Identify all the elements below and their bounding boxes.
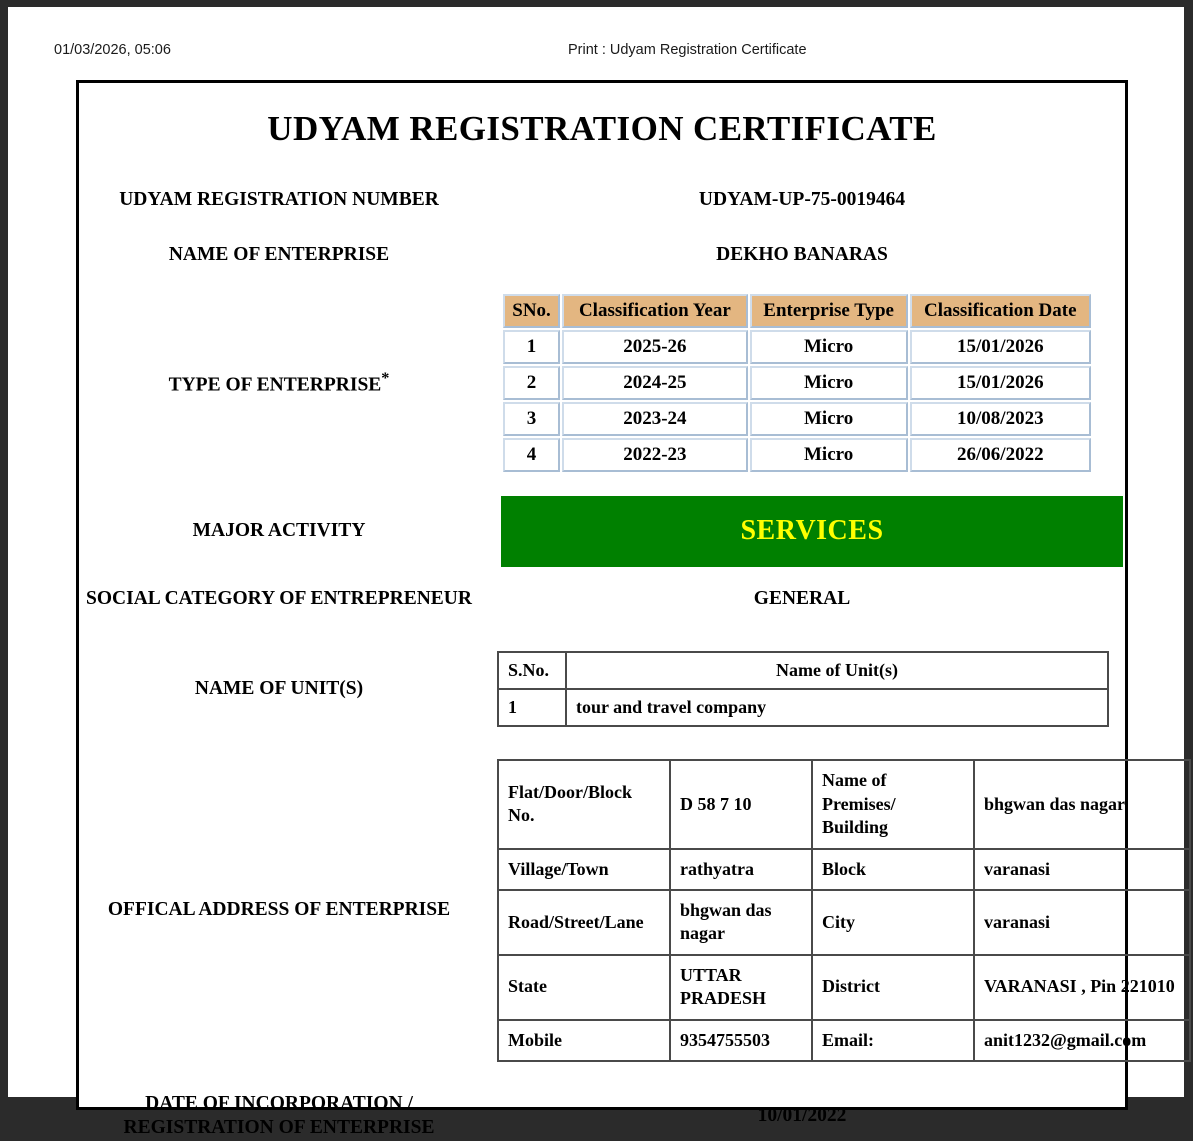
field-row-unit-names — [79, 651, 1125, 727]
address-value-road-street-lane: bhgwan das nagar — [670, 890, 812, 955]
cell-enterprise-type: Micro — [750, 438, 908, 472]
field-row-address — [79, 759, 1175, 1062]
address-value-flat-door-block: D 58 7 10 — [670, 760, 812, 848]
address-value-mobile: 9354755503 — [670, 1020, 812, 1061]
value-date-of-incorporation: 10/01/2022 — [757, 1105, 847, 1127]
value-social-category: GENERAL — [753, 588, 851, 610]
address-value-block: varanasi — [974, 849, 1190, 890]
table-row — [498, 890, 1190, 955]
label-enterprise-type — [79, 368, 479, 398]
column-header-classification-year: Classification Year — [562, 294, 748, 328]
print-timestamp: 01/03/2026, 05:06 — [54, 42, 171, 58]
column-header-unit-sno: S.No. — [498, 652, 566, 689]
label-registration-number: UDYAM REGISTRATION NUMBER — [119, 188, 439, 210]
unit-table — [497, 651, 1109, 727]
certificate-box — [76, 80, 1175, 1139]
cell-classification-year: 2025-26 — [562, 330, 748, 364]
address-key-email: Email: — [812, 1020, 974, 1061]
cell-classification-year: 2023-24 — [562, 402, 748, 436]
table-row — [503, 438, 1091, 472]
cell-sno: 3 — [503, 402, 560, 436]
cell-sno: 1 — [503, 330, 560, 364]
major-activity-banner: SERVICES — [501, 496, 1123, 567]
label-enterprise-type-text: TYPE OF ENTERPRISE — [168, 374, 382, 396]
cell-enterprise-type: Micro — [750, 330, 908, 364]
address-key-block: Block — [812, 849, 974, 890]
cell-classification-year: 2022-23 — [562, 438, 748, 472]
table-row — [503, 366, 1091, 400]
label-date-of-incorporation: DATE OF INCORPORATION / REGISTRATION OF ENTERPRISE — [123, 1092, 435, 1139]
field-row-date-of-incorporation — [79, 1092, 1125, 1141]
table-row — [503, 330, 1091, 364]
table-row — [498, 1020, 1190, 1061]
printed-page — [8, 7, 1184, 1139]
address-key-road-street-lane: Road/Street/Lane — [498, 890, 670, 955]
address-key-village-town: Village/Town — [498, 849, 670, 890]
address-value-state: UTTAR PRADESH — [670, 955, 812, 1020]
classification-table — [501, 292, 1093, 474]
label-social-category: SOCIAL CATEGORY OF ENTREPRENEUR — [86, 588, 472, 609]
print-title: Print : Udyam Registration Certificate — [568, 42, 807, 58]
cell-sno: 2 — [503, 366, 560, 400]
address-value-district: VARANASI , Pin 221010 — [974, 955, 1190, 1020]
table-row — [503, 402, 1091, 436]
address-table-wrapper — [479, 759, 1193, 1062]
address-table — [497, 759, 1191, 1062]
print-header — [8, 40, 1184, 60]
cell-unit-sno: 1 — [498, 689, 566, 726]
address-key-state: State — [498, 955, 670, 1020]
cell-classification-date: 15/01/2026 — [910, 330, 1091, 364]
field-row-major-activity — [79, 496, 1125, 567]
table-row — [498, 689, 1108, 726]
column-header-enterprise-type: Enterprise Type — [750, 294, 908, 328]
certificate-title: UDYAM REGISTRATION CERTIFICATE — [267, 109, 937, 148]
field-row-social-category — [79, 587, 1125, 611]
table-header-row — [503, 294, 1091, 328]
table-header-row — [498, 652, 1108, 689]
cell-classification-year: 2024-25 — [562, 366, 748, 400]
address-value-email: anit1232@gmail.com — [974, 1020, 1190, 1061]
address-key-district: District — [812, 955, 974, 1020]
address-key-premises-building: Name of Premises/ Building — [812, 760, 974, 848]
table-row — [498, 955, 1190, 1020]
label-address: OFFICAL ADDRESS OF ENTERPRISE — [107, 899, 451, 921]
address-key-mobile: Mobile — [498, 1020, 670, 1061]
address-key-city: City — [812, 890, 974, 955]
cell-enterprise-type: Micro — [750, 366, 908, 400]
unit-table-wrapper — [479, 651, 1125, 727]
cell-enterprise-type: Micro — [750, 402, 908, 436]
address-value-city: varanasi — [974, 890, 1190, 955]
column-header-unit-name: Name of Unit(s) — [566, 652, 1108, 689]
cell-classification-date: 15/01/2026 — [910, 366, 1091, 400]
column-header-sno: SNo. — [503, 294, 560, 328]
field-row-enterprise-name — [79, 240, 1125, 270]
table-row — [498, 760, 1190, 848]
field-row-registration-number — [79, 185, 1125, 215]
cell-classification-date: 10/08/2023 — [910, 402, 1091, 436]
table-row — [498, 849, 1190, 890]
label-major-activity: MAJOR ACTIVITY — [192, 520, 366, 542]
field-row-enterprise-type — [79, 292, 1125, 474]
label-enterprise-name: NAME OF ENTERPRISE — [168, 243, 390, 265]
cell-classification-date: 26/06/2022 — [910, 438, 1091, 472]
cell-unit-name: tour and travel company — [566, 689, 1108, 726]
value-registration-number: UDYAM-UP-75-0019464 — [698, 189, 906, 210]
cell-sno: 4 — [503, 438, 560, 472]
address-value-premises-building: bhgwan das nagar — [974, 760, 1190, 848]
address-value-village-town: rathyatra — [670, 849, 812, 890]
address-key-flat-door-block: Flat/Door/Block No. — [498, 760, 670, 848]
required-marker-icon: * — [381, 368, 390, 387]
label-unit-names: NAME OF UNIT(S) — [194, 677, 364, 699]
column-header-classification-date: Classification Date — [910, 294, 1091, 328]
value-enterprise-name: DEKHO BANARAS — [716, 244, 888, 265]
classification-table-wrapper — [479, 292, 1125, 474]
